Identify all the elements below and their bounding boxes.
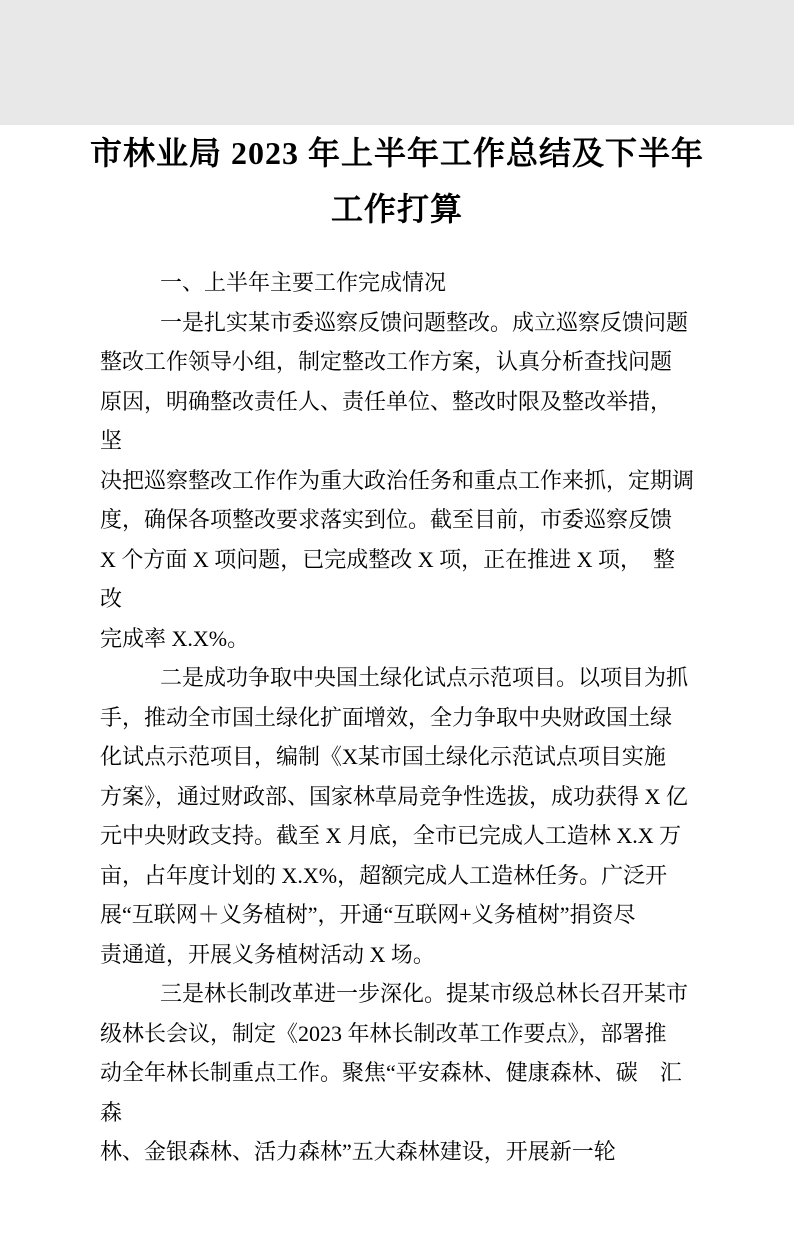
body-line: 整改工作领导小组，制定整改工作方案，认真分析查找问题 <box>100 349 673 374</box>
document-title <box>60 125 734 237</box>
document-title-line-2: 工作打算 <box>330 191 463 227</box>
body-line: 一是扎实某市委巡察反馈问题整改。成立巡察反馈问题 <box>160 309 689 335</box>
body-line: 林、金银森林、活力森林”五大森林建设，开展新一轮 <box>100 1139 616 1164</box>
body-line: 方案》，通过财政部、国家林草局竞争性选拔，成功获得 X 亿 <box>100 783 688 809</box>
body-line: 完成率 X.X%。 <box>100 625 250 651</box>
body-line: 化试点示范项目，编制《X某市国土绿化示范试点项目实施 <box>100 744 666 769</box>
section-heading-line: 一、上半年主要工作完成情况 <box>160 270 447 295</box>
body-line: 度，确保各项整改要求落实到位。截至目前，市委巡察反馈 <box>100 507 673 532</box>
body-line: 决把巡察整改工作作为重大政治任务和重点工作来抓，定期调 <box>100 467 695 493</box>
body-line: 责通道，开展义务植树活动 X 场。 <box>100 941 435 967</box>
body-line: 元中央财政支持。截至 X 月底，全市已完成人工造林 X.X 万 <box>100 823 682 848</box>
document-body <box>100 263 696 1172</box>
document-title-line-1: 市林业局 2023 年上半年工作总结及下半年 <box>89 135 704 171</box>
body-line: 手，推动全市国土绿化扩面增效，全力争取中央财政国土绿 <box>100 704 673 730</box>
body-line: X 个方面 X 项问题，已完成整改 X 项，正在推进 X 项， 整改 <box>100 546 676 611</box>
body-line: 二是成功争取中央国土绿化试点示范项目。以项目为抓 <box>160 665 689 690</box>
body-line: 展“互联网＋义务植树”，开通“互联网+义务植树”捐资尽 <box>100 902 636 927</box>
document-page <box>0 125 794 1247</box>
body-line: 动全年林长制重点工作。聚焦“平安森林、健康森林、碳 汇森 <box>100 1060 682 1125</box>
body-line: 亩，占年度计划的 X.X%，超额完成人工造林任务。广泛开 <box>100 862 668 888</box>
body-line: 三是林长制改革进一步深化。提某市级总林长召开某市 <box>160 981 689 1006</box>
body-line: 级林长会议，制定《2023 年林长制改革工作要点》，部署推 <box>100 1020 667 1046</box>
body-line: 原因，明确整改责任人、责任单位、整改时限及整改举措， 坚 <box>100 388 684 453</box>
